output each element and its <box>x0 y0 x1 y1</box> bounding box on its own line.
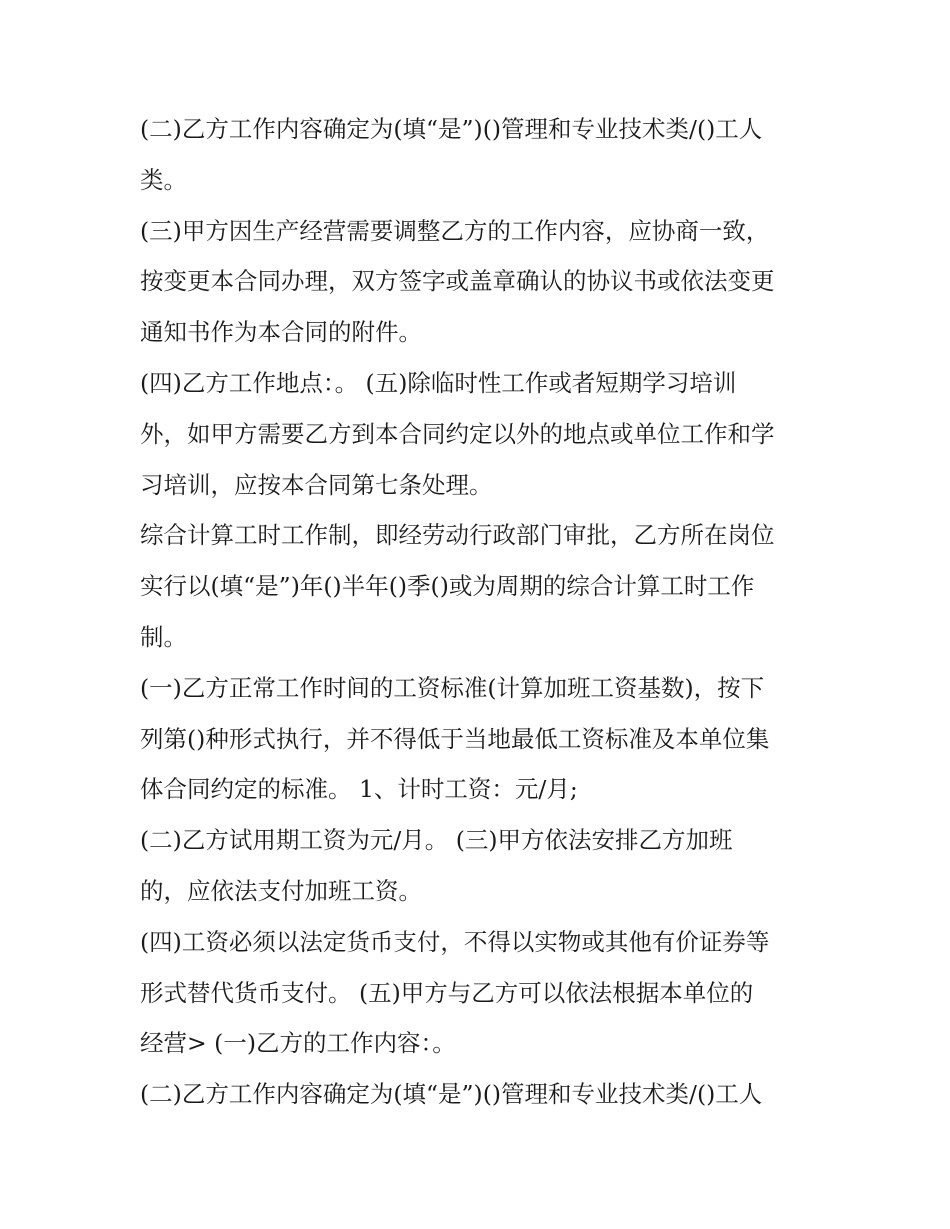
text-line: (四)乙方工作地点：。 (五)除临时性工作或者短期学习培训 <box>140 368 737 397</box>
text-line: (三)甲方因生产经营需要调整乙方的工作内容，应协商一致， <box>140 216 770 245</box>
text-line: 制。 <box>140 622 187 651</box>
text-line: (一)乙方正常工作时间的工资标准(计算加班工资基数)，按下 <box>140 673 765 702</box>
text-line: 外，如甲方需要乙方到本合同约定以外的地点或单位工作和学 <box>140 419 775 448</box>
text-line: 实行以(填“是”)年()半年()季()或为周期的综合计算工时工作 <box>140 572 755 601</box>
text-line: 综合计算工时工作制，即经劳动行政部门审批，乙方所在岗位 <box>140 521 775 550</box>
text-line: 列第()种形式执行，并不得低于当地最低工资标准及本单位集 <box>140 724 770 753</box>
text-line: (二)乙方工作内容确定为(填“是”)()管理和专业技术类/()工人 <box>140 115 763 143</box>
text-line: 体合同约定的标准。 1、计时工资：元/月; <box>140 775 578 804</box>
text-line: 习培训，应按本合同第七条处理。 <box>140 470 493 499</box>
text-line: 通知书作为本合同的附件。 <box>140 318 422 347</box>
text-line: 的，应依法支付加班工资。 <box>140 876 422 905</box>
text-line: 形式替代货币支付。 (五)甲方与乙方可以依法根据本单位的 <box>140 978 754 1007</box>
contract-text-body <box>140 104 830 1120</box>
text-line: 类。 <box>140 165 187 194</box>
text-line: 经营> (一)乙方的工作内容：。 <box>140 1029 456 1058</box>
text-line: (四)工资必须以法定货币支付，不得以实物或其他有价证券等 <box>140 927 770 956</box>
text-line: (二)乙方工作内容确定为(填“是”)()管理和专业技术类/()工人 <box>140 1080 763 1109</box>
text-line: (二)乙方试用期工资为元/月。 (三)甲方依法安排乙方加班 <box>140 826 733 855</box>
text-line: 按变更本合同办理，双方签字或盖章确认的协议书或依法变更 <box>140 267 775 296</box>
